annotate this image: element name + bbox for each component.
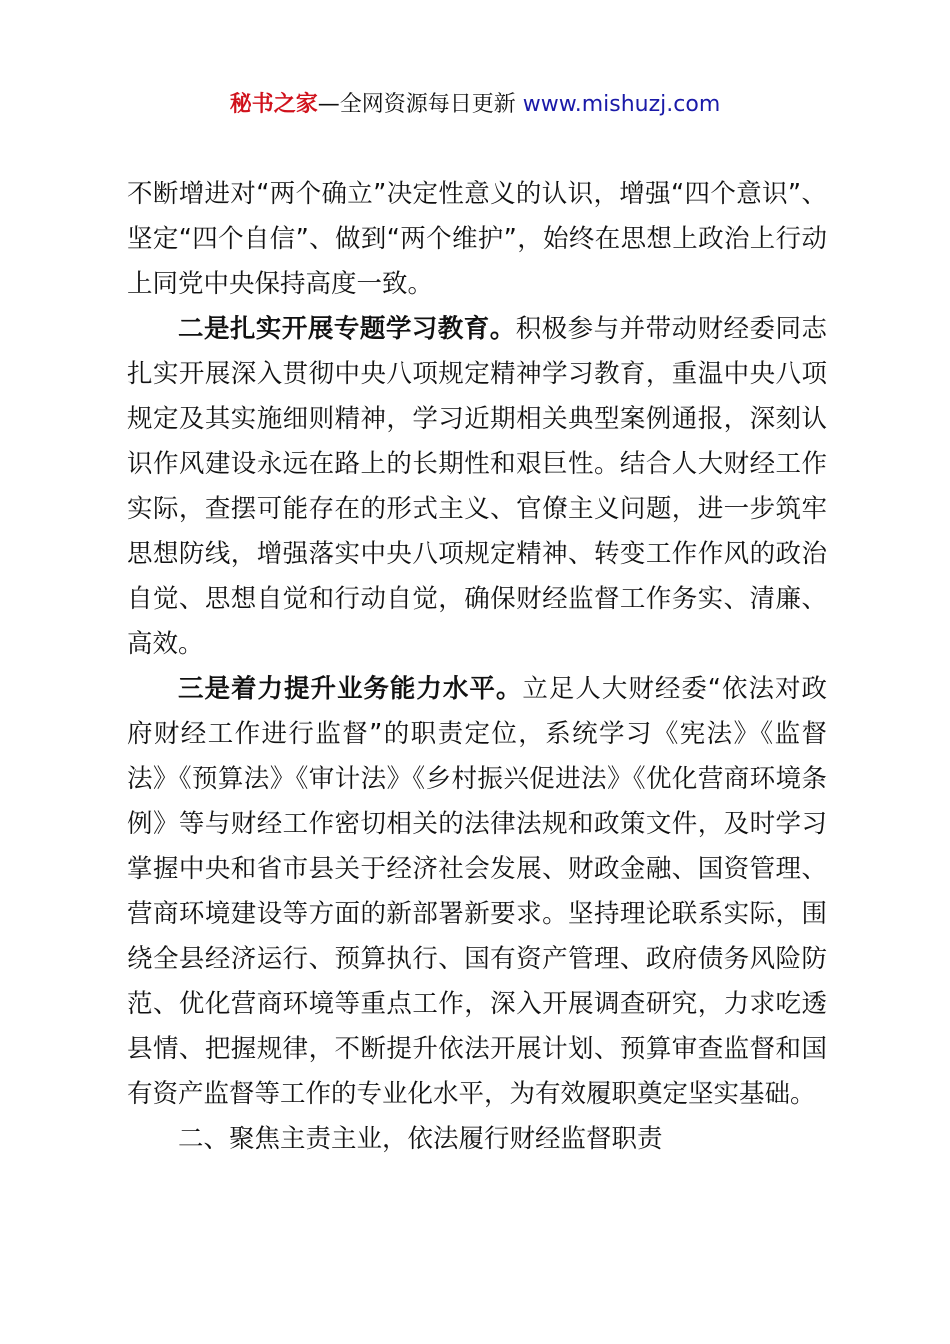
paragraph-continuation <box>127 172 827 307</box>
paragraph-text: 积极参与并带动财经委同志扎实开展深入贯彻中央八项规定精神学习教育，重温中央八项规定及其实施细则精神，学习近期相关典型案例通报，深刻认识作风建设永远在路上的长期性和艰巨性。结合人大财经工作实际，查摆可能存在的形式主义、官僚主义问题，进一步筑牢思想防线，增强落实中央八项规定精神、转变工作作风的政治自觉、思想自觉和行动自觉，确保财经监督工作务实、清廉、高效。 <box>127 314 827 659</box>
header-tagline: —全网资源每日更新 <box>317 92 523 117</box>
page-header <box>0 88 950 122</box>
header-url-link[interactable]: www.mishuzj.com <box>522 92 721 117</box>
paragraph-study-education <box>127 307 827 667</box>
paragraph-text: 立足人大财经委“依法对政府财经工作进行监督”的职责定位，系统学习《宪法》《监督法》《预算法》《审计法》《乡村振兴促进法》《优化营商环境条例》等与财经工作密切相关的法律法规和政策文件，及时学习掌握中央和省市县关于经济社会发展、财政金融、国资管理、营商环境建设等方面的新部署新要求。坚持理论联系实际，围绕全县经济运行、预算执行、国有资产管理、政府债务风险防范、优化营商环境等重点工作，深入开展调查研究，力求吃透县情、把握规律，不断提升依法开展计划、预算审查监督和国有资产监督等工作的专业化水平，为有效履职奠定坚实基础。 <box>127 674 827 1109</box>
brand-name: 秘书之家 <box>229 92 318 117</box>
document-body <box>127 172 827 1162</box>
paragraph-text: 不断增进对“两个确立”决定性意义的认识，增强“四个意识”、坚定“四个自信”、做到“两个维护”，始终在思想上政治上行动上同党中央保持高度一致。 <box>127 179 827 299</box>
paragraph-business-ability <box>127 667 827 1117</box>
paragraph-lead: 二是扎实开展专题学习教育。 <box>178 314 516 344</box>
paragraph-lead: 三是着力提升业务能力水平。 <box>178 674 523 704</box>
section-heading: 二、聚焦主责主业，依法履行财经监督职责 <box>178 1124 663 1154</box>
